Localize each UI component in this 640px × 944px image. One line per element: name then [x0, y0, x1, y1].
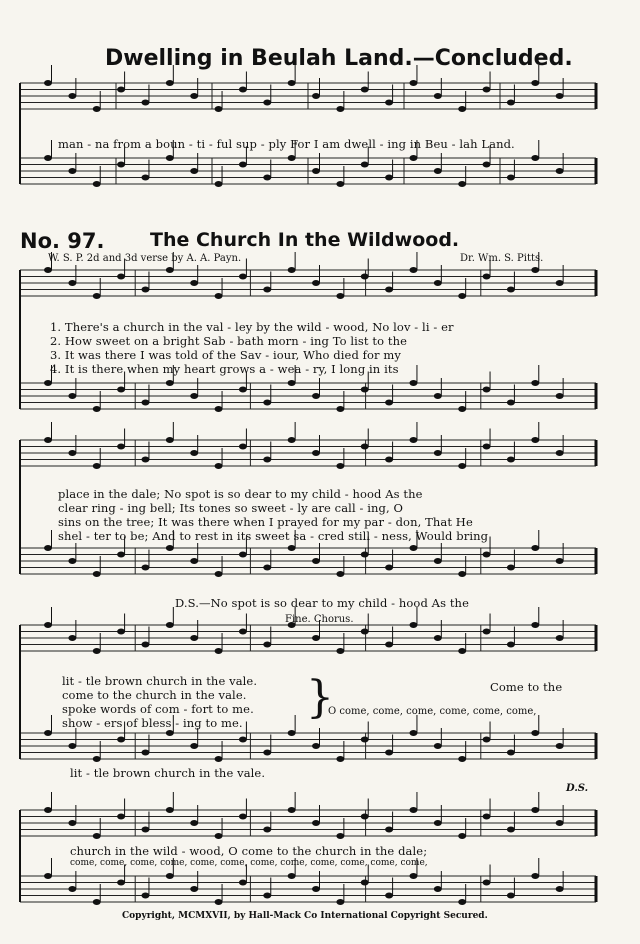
- chorus-bass-lyric: O come, come, come, come, come, come,: [328, 706, 537, 717]
- note-head: [434, 558, 442, 564]
- note-head: [409, 730, 417, 736]
- note-head: [361, 274, 369, 280]
- note-head: [483, 387, 491, 393]
- note-head: [263, 457, 271, 463]
- note-head: [141, 457, 149, 463]
- note-head: [312, 743, 320, 749]
- note-head: [44, 155, 52, 161]
- note-head: [556, 393, 564, 399]
- note-head: [263, 827, 271, 833]
- note-head: [117, 274, 125, 280]
- note-head: [44, 730, 52, 736]
- note-head: [385, 642, 393, 648]
- note-head: [190, 886, 198, 892]
- note-head: [93, 463, 101, 469]
- note-head: [507, 750, 515, 756]
- note-head: [263, 893, 271, 899]
- note-head: [117, 162, 125, 168]
- note-head: [166, 730, 174, 736]
- verse-line: spoke words of com - fort to me.: [62, 702, 254, 716]
- note-head: [409, 807, 417, 813]
- note-head: [166, 267, 174, 273]
- note-head: [215, 571, 223, 577]
- chorus-lyric: church in the wild - wood, O come to the church in the dale;: [70, 844, 428, 858]
- note-head: [336, 899, 344, 905]
- note-head: [93, 106, 101, 112]
- note-head: [239, 87, 247, 93]
- note-head: [336, 106, 344, 112]
- note-head: [190, 393, 198, 399]
- note-head: [458, 293, 466, 299]
- note-head: [385, 400, 393, 406]
- note-head: [458, 833, 466, 839]
- verse-line: clear ring - ing bell; Its tones so sweet - ly are call - ing, O: [58, 501, 403, 515]
- note-head: [141, 100, 149, 106]
- note-head: [458, 756, 466, 762]
- note-head: [215, 106, 223, 112]
- note-head: [336, 648, 344, 654]
- note-head: [190, 635, 198, 641]
- bass-lyric: lit - tle brown church in the vale.: [70, 766, 266, 780]
- note-head: [385, 457, 393, 463]
- note-head: [507, 827, 515, 833]
- note-head: [141, 893, 149, 899]
- note-head: [312, 450, 320, 456]
- note-head: [556, 280, 564, 286]
- note-head: [215, 833, 223, 839]
- note-head: [117, 737, 125, 743]
- note-head: [361, 162, 369, 168]
- note-head: [44, 873, 52, 879]
- note-head: [409, 80, 417, 86]
- note-head: [166, 873, 174, 879]
- note-head: [385, 893, 393, 899]
- note-head: [531, 155, 539, 161]
- note-head: [458, 106, 466, 112]
- note-head: [288, 267, 296, 273]
- note-head: [93, 833, 101, 839]
- note-head: [458, 406, 466, 412]
- verse-line: sins on the tree; It was there when I prayed for my par - don, That He: [58, 515, 473, 529]
- note-head: [117, 387, 125, 393]
- note-head: [215, 406, 223, 412]
- note-head: [141, 175, 149, 181]
- note-head: [531, 730, 539, 736]
- verse-line: 2. How sweet on a bright Sab - bath morn - ing To list to the: [50, 334, 408, 348]
- note-head: [117, 87, 125, 93]
- note-head: [361, 737, 369, 743]
- note-head: [44, 622, 52, 628]
- note-head: [531, 80, 539, 86]
- note-head: [44, 437, 52, 443]
- note-head: [531, 545, 539, 551]
- words-credit: W. S. P. 2d and 3d verse by A. A. Payn.: [48, 253, 242, 264]
- note-head: [434, 93, 442, 99]
- note-head: [68, 820, 76, 826]
- note-head: [190, 743, 198, 749]
- note-head: [409, 622, 417, 628]
- note-head: [434, 635, 442, 641]
- note-head: [434, 450, 442, 456]
- verse-line: 4. It is there when my heart grows a - wea - ry, I long in its: [50, 362, 399, 376]
- note-head: [190, 450, 198, 456]
- note-head: [44, 380, 52, 386]
- note-head: [288, 873, 296, 879]
- note-head: [166, 622, 174, 628]
- note-head: [93, 406, 101, 412]
- note-head: [507, 893, 515, 899]
- note-head: [385, 565, 393, 571]
- note-head: [385, 750, 393, 756]
- note-head: [44, 80, 52, 86]
- note-head: [507, 642, 515, 648]
- note-head: [190, 280, 198, 286]
- note-head: [263, 100, 271, 106]
- note-head: [336, 833, 344, 839]
- note-head: [507, 565, 515, 571]
- note-head: [483, 552, 491, 558]
- note-head: [263, 642, 271, 648]
- note-head: [531, 622, 539, 628]
- note-head: [361, 814, 369, 820]
- note-head: [556, 886, 564, 892]
- note-head: [93, 293, 101, 299]
- note-head: [483, 87, 491, 93]
- note-head: [458, 648, 466, 654]
- note-head: [263, 400, 271, 406]
- note-head: [507, 100, 515, 106]
- music-credit: Dr. Wm. S. Pitts.: [460, 253, 544, 264]
- note-head: [44, 545, 52, 551]
- note-head: [68, 886, 76, 892]
- hymn-title: The Church In the Wildwood.: [150, 229, 460, 251]
- note-head: [483, 737, 491, 743]
- note-head: [239, 387, 247, 393]
- chorus-top-lyric: Come to the: [490, 680, 563, 694]
- note-head: [263, 175, 271, 181]
- ds-line: D.S.—No spot is so dear to my child - hood As the: [175, 596, 469, 610]
- note-head: [117, 629, 125, 635]
- note-head: [215, 756, 223, 762]
- note-head: [44, 807, 52, 813]
- note-head: [117, 880, 125, 886]
- note-head: [93, 181, 101, 187]
- page-title: Dwelling in Beulah Land.—Concluded.: [105, 46, 573, 71]
- fine-chorus-label: Fine. Chorus.: [285, 614, 354, 625]
- note-head: [458, 463, 466, 469]
- note-head: [239, 737, 247, 743]
- note-head: [385, 100, 393, 106]
- note-head: [288, 437, 296, 443]
- note-head: [117, 444, 125, 450]
- note-head: [434, 820, 442, 826]
- note-head: [336, 181, 344, 187]
- note-head: [507, 457, 515, 463]
- note-head: [385, 827, 393, 833]
- note-head: [312, 635, 320, 641]
- note-head: [312, 280, 320, 286]
- note-head: [336, 293, 344, 299]
- note-head: [215, 463, 223, 469]
- note-head: [434, 743, 442, 749]
- note-head: [312, 886, 320, 892]
- note-head: [68, 393, 76, 399]
- note-head: [93, 571, 101, 577]
- note-head: [409, 545, 417, 551]
- note-head: [288, 155, 296, 161]
- note-head: [507, 287, 515, 293]
- note-head: [68, 93, 76, 99]
- note-head: [141, 287, 149, 293]
- note-head: [141, 642, 149, 648]
- note-head: [531, 380, 539, 386]
- verse-line: 1. There's a church in the val - ley by the wild - wood, No lov - li - er: [50, 320, 454, 334]
- note-head: [215, 648, 223, 654]
- note-head: [166, 155, 174, 161]
- note-head: [434, 280, 442, 286]
- note-head: [507, 175, 515, 181]
- verse-line: 3. It was there I was told of the Sav - iour, Who died for my: [50, 348, 401, 362]
- note-head: [117, 814, 125, 820]
- note-head: [361, 629, 369, 635]
- note-head: [312, 168, 320, 174]
- note-head: [263, 565, 271, 571]
- note-head: [361, 444, 369, 450]
- note-head: [239, 274, 247, 280]
- note-head: [483, 814, 491, 820]
- note-head: [483, 629, 491, 635]
- note-head: [336, 406, 344, 412]
- note-head: [409, 380, 417, 386]
- hymn-number: No. 97.: [20, 229, 105, 253]
- verse-line: lit - tle brown church in the vale.: [62, 674, 258, 688]
- note-head: [239, 444, 247, 450]
- note-head: [531, 437, 539, 443]
- note-head: [93, 648, 101, 654]
- note-head: [215, 899, 223, 905]
- note-head: [93, 899, 101, 905]
- note-head: [312, 820, 320, 826]
- note-head: [239, 880, 247, 886]
- note-head: [556, 93, 564, 99]
- note-head: [458, 571, 466, 577]
- note-head: [361, 552, 369, 558]
- note-head: [312, 393, 320, 399]
- note-head: [68, 450, 76, 456]
- note-head: [361, 387, 369, 393]
- note-head: [336, 571, 344, 577]
- note-head: [166, 437, 174, 443]
- note-head: [68, 558, 76, 564]
- note-head: [68, 168, 76, 174]
- note-head: [409, 873, 417, 879]
- verse-line: place in the dale; No spot is so dear to my child - hood As the: [58, 487, 423, 501]
- note-head: [556, 743, 564, 749]
- note-head: [483, 162, 491, 168]
- note-head: [434, 168, 442, 174]
- note-head: [483, 880, 491, 886]
- note-head: [141, 565, 149, 571]
- note-head: [458, 181, 466, 187]
- note-head: [288, 380, 296, 386]
- verse-line: come to the church in the vale.: [62, 688, 247, 702]
- chorus-bass-lyric: come, come, come, come, come, come, come, come, come, come, come, come,: [70, 858, 428, 868]
- note-head: [166, 380, 174, 386]
- note-head: [239, 629, 247, 635]
- note-head: [483, 274, 491, 280]
- note-head: [117, 552, 125, 558]
- note-head: [556, 635, 564, 641]
- verse-brace: }: [306, 672, 334, 723]
- note-head: [166, 545, 174, 551]
- note-head: [239, 552, 247, 558]
- note-head: [141, 827, 149, 833]
- note-head: [44, 267, 52, 273]
- note-head: [531, 873, 539, 879]
- note-head: [531, 267, 539, 273]
- note-head: [263, 750, 271, 756]
- note-head: [385, 175, 393, 181]
- note-head: [361, 880, 369, 886]
- note-head: [215, 181, 223, 187]
- note-head: [190, 93, 198, 99]
- note-head: [409, 155, 417, 161]
- note-head: [93, 756, 101, 762]
- note-head: [141, 400, 149, 406]
- note-head: [531, 807, 539, 813]
- note-head: [263, 287, 271, 293]
- note-head: [215, 293, 223, 299]
- note-head: [288, 80, 296, 86]
- note-head: [166, 80, 174, 86]
- note-head: [556, 820, 564, 826]
- note-head: [483, 444, 491, 450]
- note-head: [288, 545, 296, 551]
- note-head: [190, 168, 198, 174]
- verse-line: show - ers of bless - ing to me.: [62, 716, 243, 730]
- note-head: [288, 730, 296, 736]
- note-head: [336, 756, 344, 762]
- note-head: [556, 450, 564, 456]
- copyright-notice: Copyright, MCMXVII, by Hall-Mack Co International Copyright Secured.: [122, 911, 488, 921]
- note-head: [239, 814, 247, 820]
- header-lyric: man - na from a boun - ti - ful sup - ply For I am dwell - ing in Beu - lah Land.: [58, 137, 515, 151]
- note-head: [141, 750, 149, 756]
- note-head: [458, 899, 466, 905]
- note-head: [239, 162, 247, 168]
- note-head: [190, 558, 198, 564]
- note-head: [434, 886, 442, 892]
- note-head: [312, 93, 320, 99]
- note-head: [312, 558, 320, 564]
- note-head: [336, 463, 344, 469]
- note-head: [556, 168, 564, 174]
- ds-mark: D.S.: [566, 783, 589, 794]
- note-head: [288, 807, 296, 813]
- note-head: [507, 400, 515, 406]
- note-head: [68, 280, 76, 286]
- note-head: [190, 820, 198, 826]
- note-head: [68, 743, 76, 749]
- note-head: [361, 87, 369, 93]
- note-head: [68, 635, 76, 641]
- note-head: [556, 558, 564, 564]
- note-head: [409, 267, 417, 273]
- note-head: [385, 287, 393, 293]
- verse-line: shel - ter to be; And to rest in its sweet sa - cred still - ness, Would bring: [58, 529, 489, 543]
- note-head: [409, 437, 417, 443]
- note-head: [166, 807, 174, 813]
- note-head: [434, 393, 442, 399]
